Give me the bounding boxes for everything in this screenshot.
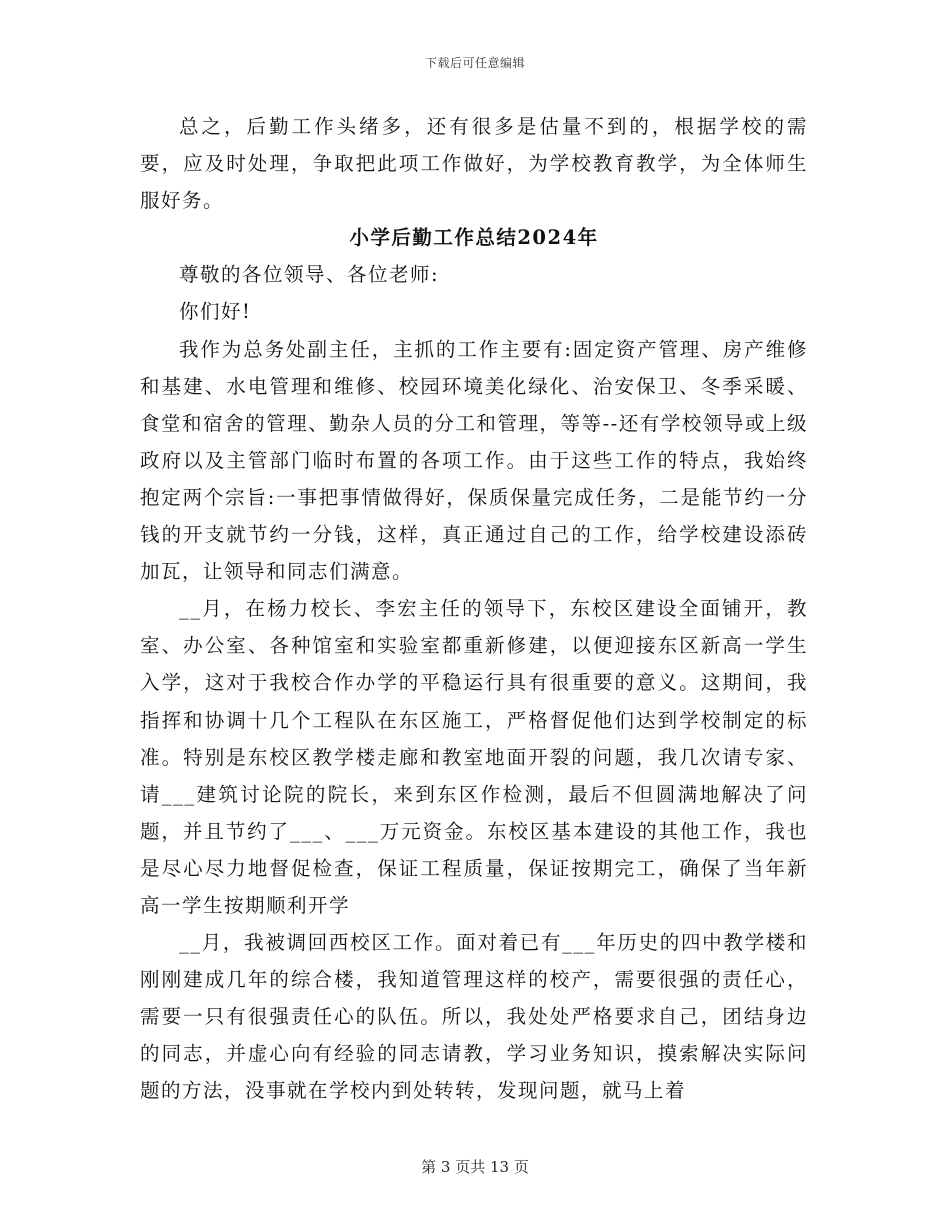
paragraph-duties: 我作为总务处副主任，主抓的工作主要有:固定资产管理、房产维修和基建、水电管理和维修、校园环境美化绿化、治安保卫、冬季采暖、食堂和宿舍的管理、勤杂人员的分工和管理，等等--还有学校领导或上级政府以及主管部门临时布置的各项工作。由于这些工作的特点，我始终抱定两个宗旨:一事把事情做得好，保质保量完成任务，二是能节约一分钱的开支就节约一分钱，这样，真正通过自己的工作，给学校建设添砖加瓦，让领导和同志们满意。: [140, 337, 808, 584]
section-title: 小学后勤工作总结2024年: [349, 226, 599, 250]
paragraph-west-campus: __月，我被调回西校区工作。面对着已有___年历史的四中教学楼和刚刚建成几年的综合楼，我知道管理这样的校产，需要很强的责任心，需要一只有很强责任心的队伍。所以，我处处严格要求自己，团结身边的同志，并虚心向有经验的同志请教，学习业务知识，摸索解决实际问题的方法，没事就在学校内到处转转，发现问题，就马上着: [140, 931, 808, 1103]
header-note: 下载后可任意编辑: [424, 56, 525, 70]
page-number: 第 3 页共 13 页: [421, 1158, 529, 1176]
paragraph-greeting: 你们好!: [179, 300, 252, 324]
document-body: [140, 108, 808, 1110]
paragraph-east-campus: __月，在杨力校长、李宏主任的领导下，东校区建设全面铺开，教室、办公室、各种馆室和实验室都重新修建，以便迎接东区新高一学生入学，这对于我校合作办学的平稳运行具有很重要的意义。这期间，我指挥和协调十几个工程队在东区施工，严格督促他们达到学校制定的标准。特别是东校区教学楼走廊和教室地面开裂的问题，我几次请专家、请___建筑讨论院的院长，来到东区作检测，最后不但圆满地解决了问题，并且节约了___、___万元资金。东校区基本建设的其他工作，我也是尽心尽力地督促检查，保证工程质量，保证按期完工，确保了当年新高一学生按期顺利开学: [140, 597, 808, 917]
paragraph-conclusion: 总之，后勤工作头绪多，还有很多是估量不到的，根据学校的需要，应及时处理，争取把此项工作做好，为学校教育教学，为全体师生服好务。: [140, 115, 808, 213]
paragraph-salutation: 尊敬的各位领导、各位老师:: [179, 263, 440, 287]
